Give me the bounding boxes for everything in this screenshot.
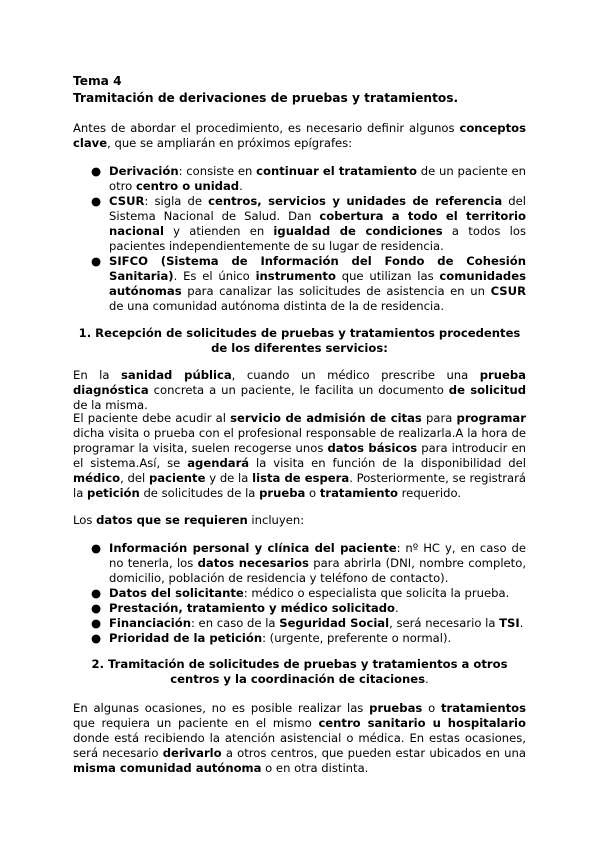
text-run: : sigla de	[144, 194, 209, 208]
section-1-paragraph-3	[73, 513, 526, 528]
topic-number: Tema 4	[73, 74, 122, 88]
bold-run: continuar el tratamiento	[256, 164, 417, 178]
text-run: incluyen:	[247, 513, 305, 527]
bold-run: SIFCO (Sistema de Información del Fondo de Cohesión Sanitaria)	[109, 254, 526, 283]
bold-run: prueba	[259, 486, 306, 500]
bold-run: datos que se requieren	[96, 513, 248, 527]
bullet-icon: ●	[91, 601, 102, 615]
bold-run: Prioridad de la petición	[109, 631, 263, 645]
bold-run: médico	[73, 471, 121, 485]
bold-run: prueba diagnóstica	[73, 368, 527, 397]
text-run: o	[422, 701, 441, 715]
section-1-paragraph-1	[73, 368, 526, 413]
section-2-heading	[73, 657, 526, 687]
bold-run: Financiación	[109, 616, 191, 630]
bold-run: sanidad pública	[120, 368, 232, 382]
bold-run: igualdad de condiciones	[273, 224, 443, 238]
bullet-icon: ●	[91, 194, 102, 208]
bold-run: datos necesarios	[197, 556, 309, 570]
bullet-icon: ●	[91, 541, 102, 555]
text-run: , cuando un médico prescribe una	[231, 368, 480, 382]
bold-run: Derivación	[109, 164, 179, 178]
list-item	[88, 541, 526, 586]
text-run: que utilizan las	[335, 269, 440, 283]
list-item	[88, 616, 526, 631]
text-run: .	[395, 601, 399, 615]
bold-run: cobertura a todo el territorio nacional	[109, 209, 526, 238]
bold-run: derivarlo	[162, 746, 222, 760]
bold-run: agendará	[187, 456, 250, 470]
list-item	[88, 254, 526, 314]
text-run: , será necesario la	[389, 616, 500, 630]
section-1-heading: 1. Recepción de solicitudes de pruebas y tratamientos procedentes de los diferentes servicios:	[78, 326, 521, 355]
bold-run: TSI	[499, 616, 520, 630]
text-run: Los	[73, 513, 97, 527]
list-item	[88, 586, 526, 601]
bold-run: centros, servicios y unidades de referencia	[208, 194, 503, 208]
text-run: : consiste en	[178, 164, 257, 178]
text-run: del Sistema Nacional de Salud. Dan	[109, 194, 526, 223]
text-run: En algunas ocasiones, no es posible realizar las	[73, 701, 370, 715]
text-run: : médico o especialista que solicita la prueba.	[243, 586, 510, 600]
intro-paragraph	[73, 121, 526, 151]
text-run: donde está recibiendo la atención asistencial o médica. En estas ocasiones, será necesario	[73, 731, 526, 760]
bullet-icon: ●	[91, 631, 102, 645]
bold-run: centro sanitario u hospitalario	[318, 716, 526, 730]
text-run: Antes de abordar el procedimiento, es necesario definir algunos	[73, 121, 460, 135]
section-1-paragraph-2	[73, 411, 526, 501]
list-item	[88, 631, 526, 646]
text-run: 2. Tramitación de solicitudes de pruebas y tratamientos a otros centros y la coordinación de citaciones	[91, 657, 508, 686]
document-title: Tramitación de derivaciones de pruebas y tratamientos.	[73, 91, 459, 105]
bold-run: lista de espera	[252, 471, 350, 485]
bold-run: Prestación, tratamiento y médico solicitado	[109, 601, 395, 615]
bold-run: CSUR	[490, 284, 526, 298]
bold-run: Información personal y clínica del paciente	[109, 541, 397, 555]
text-run: . Es el único	[173, 269, 256, 283]
bold-run: de solicitud	[448, 383, 526, 397]
bullet-icon: ●	[91, 254, 102, 268]
text-run: En la	[73, 368, 121, 382]
text-run: o en otra distinta.	[261, 761, 369, 775]
bullet-icon: ●	[91, 164, 102, 178]
concepts-list	[88, 164, 526, 314]
text-run: la visita en función de la disponibilidad del	[249, 456, 526, 470]
text-run: de un paciente en otro	[109, 164, 526, 193]
text-run: : nº HC y, en caso de no tenerla, los	[109, 541, 526, 570]
bold-run: tratamiento	[319, 486, 398, 500]
section-2-paragraph-1	[73, 701, 526, 776]
bold-run: servicio de admisión de citas	[230, 411, 422, 425]
text-run: El paciente debe acudir al	[73, 411, 231, 425]
bold-run: paciente	[148, 471, 206, 485]
text-run: : en caso de la	[190, 616, 280, 630]
bold-run: instrumento	[255, 269, 336, 283]
list-item	[88, 164, 526, 194]
text-run: dicha visita o prueba con el profesional responsable de realizarla.A la hora de programar la visita, suelen recogerse unos	[73, 426, 526, 455]
text-run: concreta a un paciente, le facilita un documento	[148, 383, 449, 397]
bold-run: programar	[456, 411, 526, 425]
required-data-list	[88, 541, 526, 646]
text-run: para introducir en el sistema.Así, se	[73, 441, 526, 470]
text-run: o	[305, 486, 320, 500]
bullet-icon: ●	[91, 616, 102, 630]
bullet-icon: ●	[91, 586, 102, 600]
bold-run: Seguridad Social	[279, 616, 390, 630]
bold-run: petición	[87, 486, 140, 500]
text-run: para canalizar las solicitudes de asistencia en un	[181, 284, 491, 298]
text-run: .	[519, 616, 524, 630]
text-run: de la misma.	[73, 398, 148, 412]
bold-run: datos básicos	[327, 441, 418, 455]
text-run: a todos los pacientes independientemente de su lugar de residencia.	[109, 224, 526, 253]
bold-run: comunidades autónomas	[109, 269, 526, 298]
text-run: que requiera un paciente en el mismo	[73, 716, 319, 730]
bold-run: centro o unidad	[135, 179, 240, 193]
bold-run: tratamientos	[440, 701, 526, 715]
text-run: , del	[120, 471, 149, 485]
bold-run: Datos del solicitante	[109, 586, 244, 600]
text-run: .	[425, 672, 429, 686]
text-run: a otros centros, que pueden estar ubicados en una	[221, 746, 526, 760]
bold-run: conceptos clave	[73, 121, 526, 150]
text-run: para abrirla (DNI, nombre completo, domicilio, población de residencia y teléfono de contacto).	[109, 556, 527, 585]
text-run: para	[421, 411, 457, 425]
text-run: : (urgente, preferente o normal).	[262, 631, 452, 645]
list-item	[88, 601, 526, 616]
bold-run: misma comunidad autónoma	[73, 761, 262, 775]
text-run: , que se ampliarán en próximos epígrafes:	[107, 136, 353, 150]
text-run: requerido.	[397, 486, 462, 500]
bold-run: pruebas	[369, 701, 423, 715]
bold-run: CSUR	[109, 194, 145, 208]
text-run: de solicitudes de la	[139, 486, 260, 500]
text-run: .	[239, 179, 243, 193]
text-run: . Posteriormente, se registrará la	[73, 471, 527, 500]
text-run: y atienden en	[163, 224, 274, 238]
list-item	[88, 194, 526, 254]
text-run: de una comunidad autónoma distinta de la de residencia.	[109, 299, 445, 313]
text-run: y de la	[205, 471, 253, 485]
document-header	[73, 73, 458, 107]
